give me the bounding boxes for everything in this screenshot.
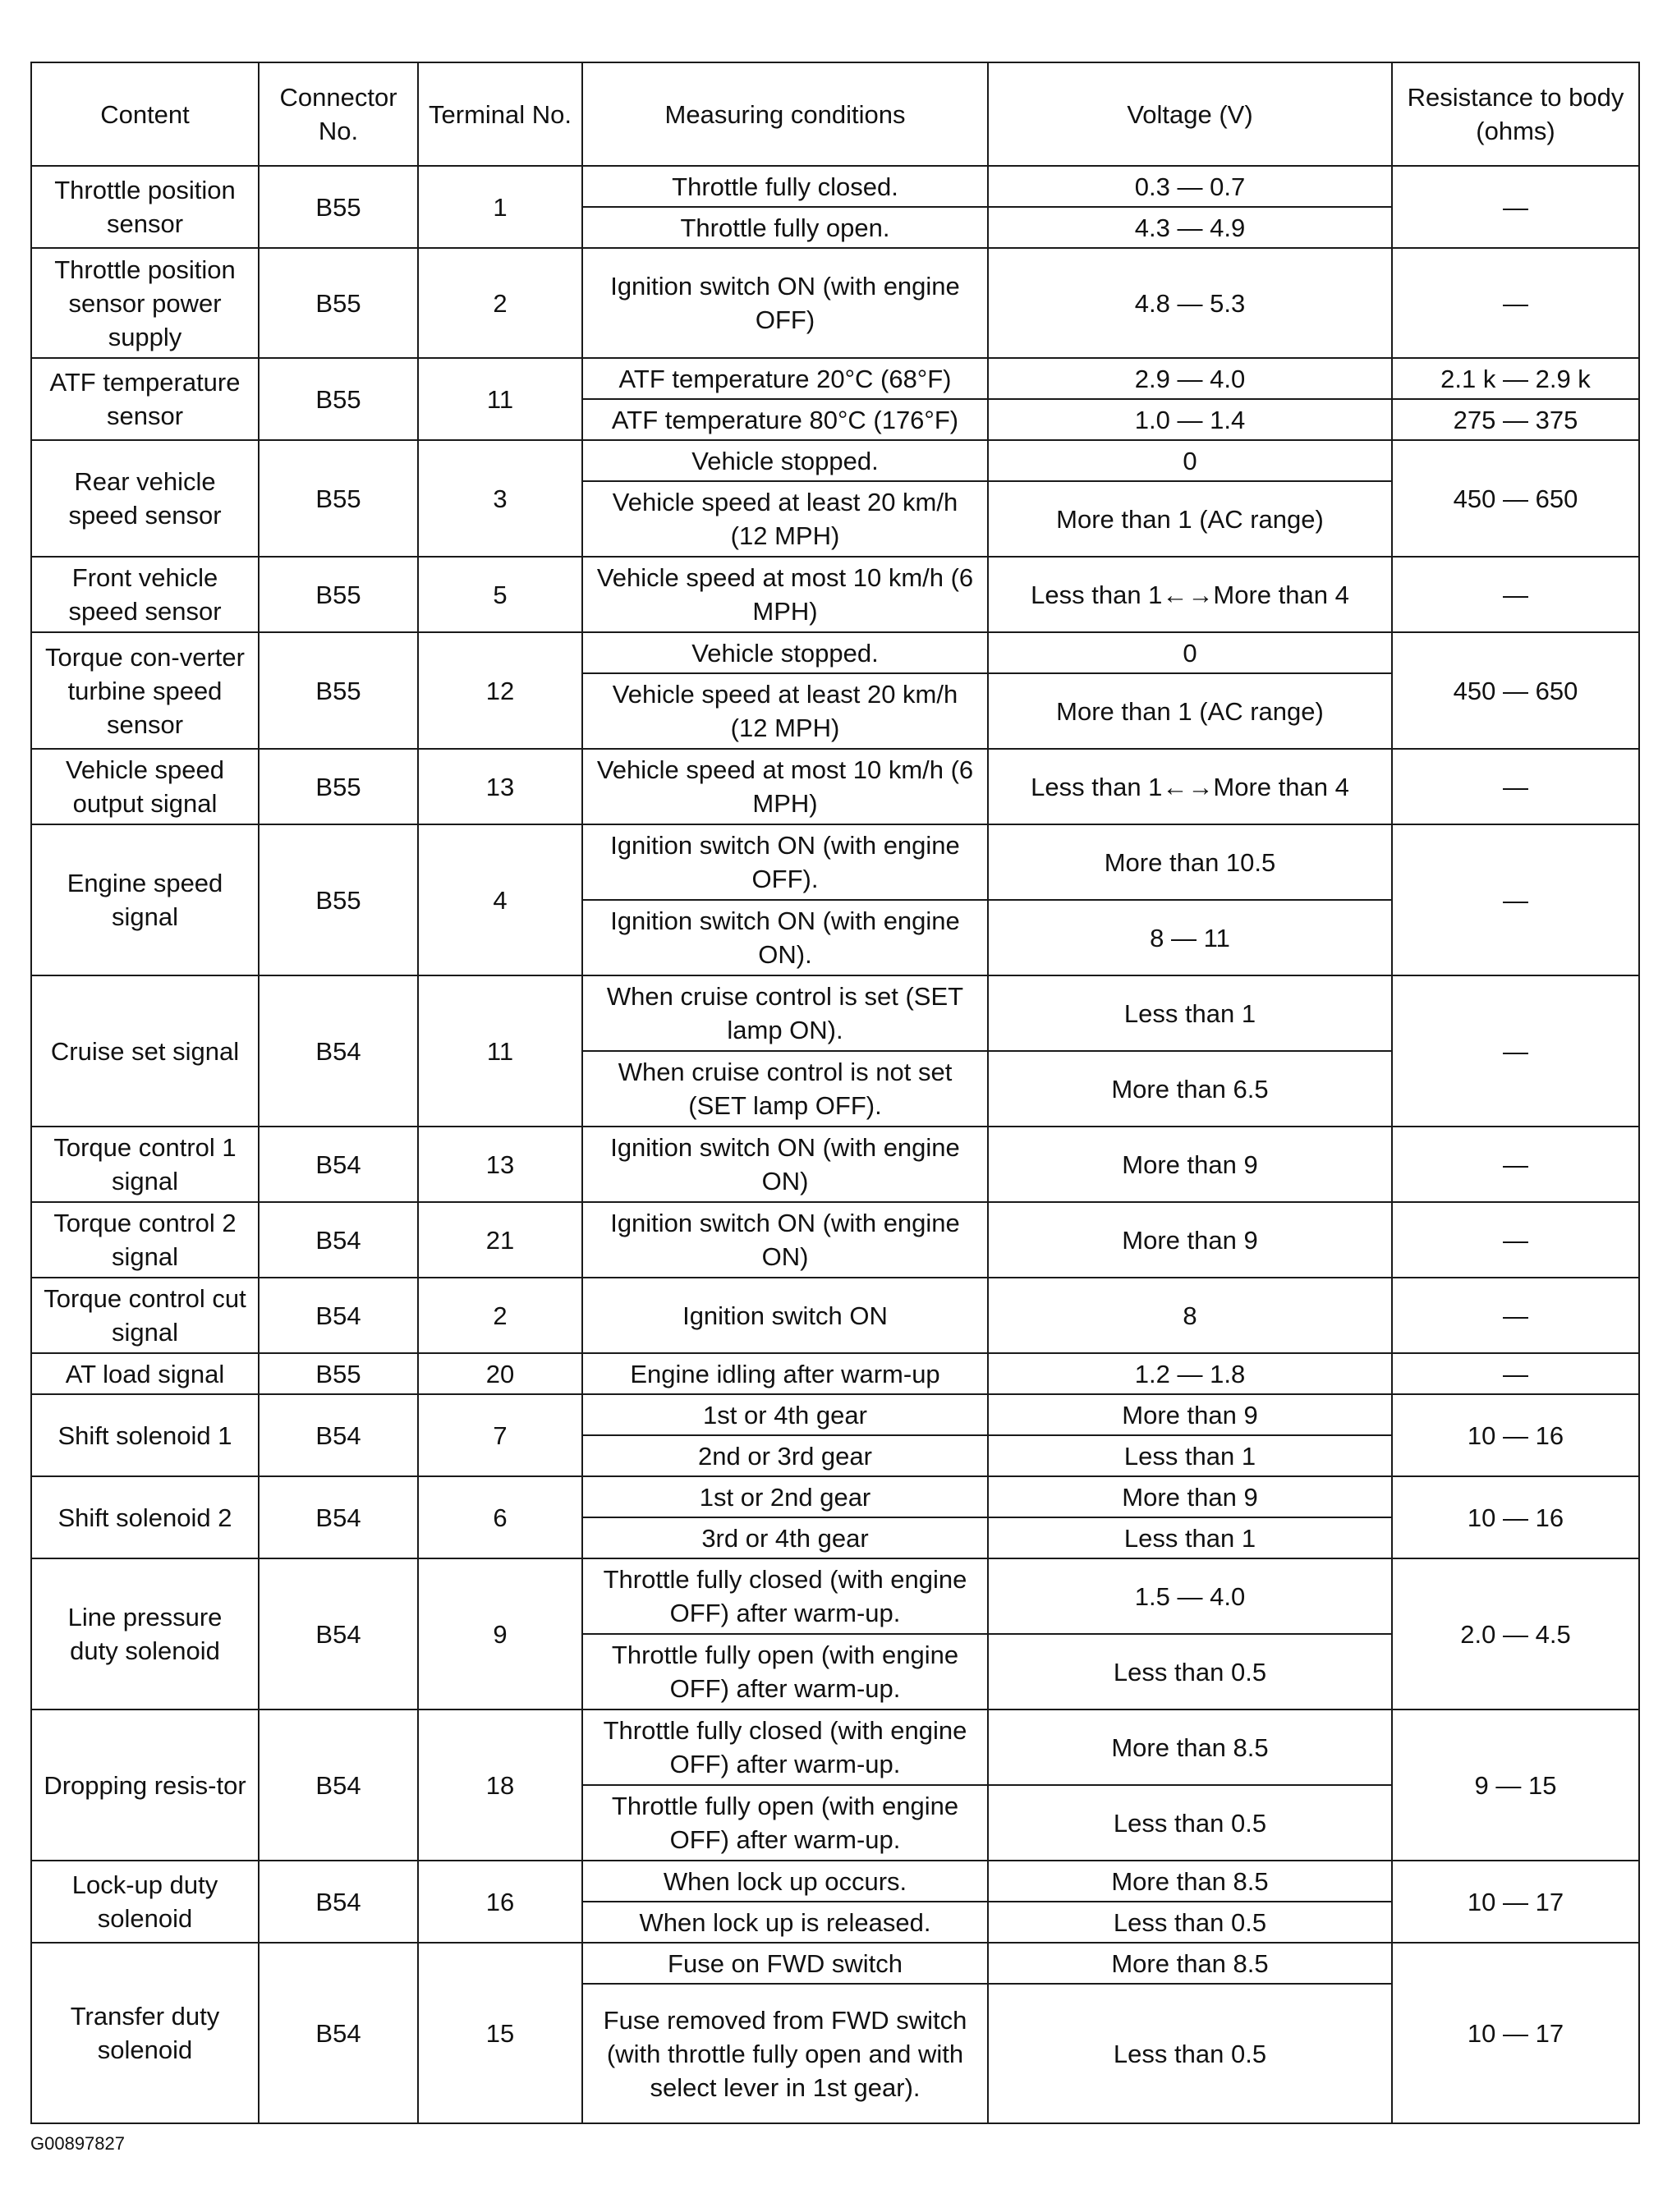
voltage-cell: Less than 1	[988, 1435, 1392, 1476]
voltage-cell: 8	[988, 1278, 1392, 1353]
header-conditions: Measuring conditions	[582, 62, 988, 166]
connector-cell: B55	[259, 749, 418, 824]
terminal-cell: 1	[418, 166, 582, 248]
table-row	[31, 358, 1639, 399]
terminal-cell: 13	[418, 749, 582, 824]
resistance-cell: 275 — 375	[1392, 399, 1639, 440]
terminal-cell: 11	[418, 975, 582, 1127]
connector-cell: B54	[259, 1476, 418, 1558]
voltage-cell: 0.3 — 0.7	[988, 166, 1392, 207]
connector-cell: B54	[259, 1394, 418, 1476]
terminal-cell: 7	[418, 1394, 582, 1476]
connector-cell: B54	[259, 1943, 418, 2123]
content-cell: Front vehicle speed sensor	[31, 557, 259, 632]
voltage-cell: More than 6.5	[988, 1051, 1392, 1127]
voltage-cell: 4.8 — 5.3	[988, 248, 1392, 358]
voltage-cell: More than 10.5	[988, 824, 1392, 900]
table-row	[31, 1558, 1639, 1634]
terminal-cell: 3	[418, 440, 582, 557]
voltage-cell: More than 9	[988, 1127, 1392, 1202]
terminal-cell: 15	[418, 1943, 582, 2123]
content-cell: Transfer duty solenoid	[31, 1943, 259, 2123]
content-cell: Shift solenoid 1	[31, 1394, 259, 1476]
voltage-cell: Less than 1←→More than 4	[988, 749, 1392, 824]
table-row	[31, 166, 1639, 207]
condition-cell: Vehicle speed at most 10 km/h (6 MPH)	[582, 557, 988, 632]
content-cell: Torque control 1 signal	[31, 1127, 259, 1202]
content-cell: Torque con-verter turbine speed sensor	[31, 632, 259, 749]
connector-cell: B55	[259, 440, 418, 557]
condition-cell: Vehicle speed at least 20 km/h (12 MPH)	[582, 673, 988, 749]
condition-cell: When lock up occurs.	[582, 1861, 988, 1902]
table-row	[31, 248, 1639, 358]
voltage-cell: More than 9	[988, 1394, 1392, 1435]
condition-cell: Fuse removed from FWD switch (with throttle fully open and with select lever in 1st gear).	[582, 1984, 988, 2123]
resistance-cell: 10 — 17	[1392, 1943, 1639, 2123]
resistance-cell: 9 — 15	[1392, 1709, 1639, 1861]
document-id: G00897827	[30, 2133, 125, 2154]
resistance-cell: —	[1392, 1127, 1639, 1202]
condition-cell: Vehicle stopped.	[582, 632, 988, 673]
connector-cell: B55	[259, 824, 418, 975]
content-cell: AT load signal	[31, 1353, 259, 1394]
connector-cell: B54	[259, 1558, 418, 1709]
condition-cell: Throttle fully closed (with engine OFF) after warm-up.	[582, 1558, 988, 1634]
terminal-cell: 13	[418, 1127, 582, 1202]
resistance-cell: 10 — 16	[1392, 1394, 1639, 1476]
content-cell: ATF temperature sensor	[31, 358, 259, 440]
condition-cell: ATF temperature 80°C (176°F)	[582, 399, 988, 440]
table-row	[31, 1394, 1639, 1435]
voltage-cell: More than 9	[988, 1476, 1392, 1517]
content-cell: Cruise set signal	[31, 975, 259, 1127]
resistance-cell: 450 — 650	[1392, 632, 1639, 749]
condition-cell: When lock up is released.	[582, 1902, 988, 1943]
resistance-cell: —	[1392, 1202, 1639, 1278]
resistance-cell: 450 — 650	[1392, 440, 1639, 557]
condition-cell: Ignition switch ON	[582, 1278, 988, 1353]
table-row	[31, 1127, 1639, 1202]
table-row	[31, 749, 1639, 824]
voltage-cell: Less than 1	[988, 1517, 1392, 1558]
voltage-cell: 1.5 — 4.0	[988, 1558, 1392, 1634]
condition-cell: Vehicle speed at least 20 km/h (12 MPH)	[582, 481, 988, 557]
condition-cell: 1st or 2nd gear	[582, 1476, 988, 1517]
voltage-cell: Less than 0.5	[988, 1984, 1392, 2123]
content-cell: Torque control 2 signal	[31, 1202, 259, 1278]
table-row	[31, 1709, 1639, 1785]
voltage-cell: More than 8.5	[988, 1943, 1392, 1984]
resistance-cell: —	[1392, 749, 1639, 824]
voltage-cell: 1.2 — 1.8	[988, 1353, 1392, 1394]
resistance-cell: —	[1392, 557, 1639, 632]
condition-cell: Throttle fully open.	[582, 207, 988, 248]
terminal-cell: 16	[418, 1861, 582, 1943]
connector-cell: B55	[259, 1353, 418, 1394]
connector-cell: B55	[259, 557, 418, 632]
condition-cell: 3rd or 4th gear	[582, 1517, 988, 1558]
terminal-cell: 5	[418, 557, 582, 632]
table-row	[31, 1353, 1639, 1394]
voltage-cell: More than 1 (AC range)	[988, 481, 1392, 557]
table-row	[31, 1861, 1639, 1902]
terminal-cell: 11	[418, 358, 582, 440]
condition-cell: When cruise control is not set (SET lamp OFF).	[582, 1051, 988, 1127]
terminal-cell: 2	[418, 1278, 582, 1353]
resistance-cell: 2.0 — 4.5	[1392, 1558, 1639, 1709]
resistance-cell: —	[1392, 1353, 1639, 1394]
condition-cell: Throttle fully closed.	[582, 166, 988, 207]
voltage-cell: Less than 0.5	[988, 1902, 1392, 1943]
header-resistance: Resistance to body (ohms)	[1392, 62, 1639, 166]
header-row	[31, 62, 1639, 166]
content-cell: Vehicle speed output signal	[31, 749, 259, 824]
terminal-cell: 21	[418, 1202, 582, 1278]
resistance-cell: —	[1392, 975, 1639, 1127]
terminal-cell: 9	[418, 1558, 582, 1709]
voltage-cell: 1.0 — 1.4	[988, 399, 1392, 440]
connector-cell: B55	[259, 358, 418, 440]
resistance-cell: —	[1392, 1278, 1639, 1353]
terminal-cell: 2	[418, 248, 582, 358]
condition-cell: Vehicle stopped.	[582, 440, 988, 481]
voltage-cell: Less than 0.5	[988, 1634, 1392, 1709]
content-cell: Torque control cut signal	[31, 1278, 259, 1353]
condition-cell: Ignition switch ON (with engine OFF)	[582, 248, 988, 358]
voltage-cell: 2.9 — 4.0	[988, 358, 1392, 399]
condition-cell: 1st or 4th gear	[582, 1394, 988, 1435]
condition-cell: Ignition switch ON (with engine OFF).	[582, 824, 988, 900]
condition-cell: Ignition switch ON (with engine ON)	[582, 1127, 988, 1202]
table-row	[31, 975, 1639, 1051]
terminal-cell: 12	[418, 632, 582, 749]
terminal-cell: 18	[418, 1709, 582, 1861]
voltage-cell: 0	[988, 632, 1392, 673]
header-connector: Connector No.	[259, 62, 418, 166]
table-row	[31, 824, 1639, 900]
content-cell: Line pressure duty solenoid	[31, 1558, 259, 1709]
terminal-cell: 4	[418, 824, 582, 975]
table-row	[31, 1943, 1639, 1984]
voltage-cell: More than 8.5	[988, 1861, 1392, 1902]
condition-cell: Throttle fully open (with engine OFF) after warm-up.	[582, 1785, 988, 1861]
connector-cell: B54	[259, 1202, 418, 1278]
content-cell: Lock-up duty solenoid	[31, 1861, 259, 1943]
resistance-cell: 2.1 k — 2.9 k	[1392, 358, 1639, 399]
condition-cell: Throttle fully closed (with engine OFF) after warm-up.	[582, 1709, 988, 1785]
terminal-cell: 6	[418, 1476, 582, 1558]
condition-cell: Fuse on FWD switch	[582, 1943, 988, 1984]
header-voltage: Voltage (V)	[988, 62, 1392, 166]
voltage-cell: 0	[988, 440, 1392, 481]
connector-cell: B54	[259, 975, 418, 1127]
resistance-cell: —	[1392, 166, 1639, 248]
resistance-cell: 10 — 17	[1392, 1861, 1639, 1943]
content-cell: Throttle position sensor	[31, 166, 259, 248]
resistance-cell: 10 — 16	[1392, 1476, 1639, 1558]
condition-cell: Ignition switch ON (with engine ON)	[582, 1202, 988, 1278]
content-cell: Throttle position sensor power supply	[31, 248, 259, 358]
voltage-cell: 4.3 — 4.9	[988, 207, 1392, 248]
condition-cell: When cruise control is set (SET lamp ON).	[582, 975, 988, 1051]
voltage-cell: Less than 1	[988, 975, 1392, 1051]
connector-cell: B54	[259, 1127, 418, 1202]
header-terminal: Terminal No.	[418, 62, 582, 166]
table-row	[31, 1202, 1639, 1278]
terminal-cell: 20	[418, 1353, 582, 1394]
voltage-cell: 8 — 11	[988, 900, 1392, 975]
table-body	[31, 166, 1639, 2123]
condition-cell: Engine idling after warm-up	[582, 1353, 988, 1394]
content-cell: Engine speed signal	[31, 824, 259, 975]
condition-cell: ATF temperature 20°C (68°F)	[582, 358, 988, 399]
connector-cell: B54	[259, 1709, 418, 1861]
content-cell: Dropping resis-tor	[31, 1709, 259, 1861]
table-row	[31, 632, 1639, 673]
connector-cell: B55	[259, 166, 418, 248]
voltage-cell: More than 9	[988, 1202, 1392, 1278]
voltage-cell: Less than 1←→More than 4	[988, 557, 1392, 632]
connector-cell: B54	[259, 1861, 418, 1943]
connector-cell: B55	[259, 632, 418, 749]
condition-cell: Throttle fully open (with engine OFF) after warm-up.	[582, 1634, 988, 1709]
specification-table	[30, 62, 1640, 2124]
condition-cell: Vehicle speed at most 10 km/h (6 MPH)	[582, 749, 988, 824]
table-row	[31, 1278, 1639, 1353]
content-cell: Rear vehicle speed sensor	[31, 440, 259, 557]
voltage-cell: Less than 0.5	[988, 1785, 1392, 1861]
header-content: Content	[31, 62, 259, 166]
voltage-cell: More than 8.5	[988, 1709, 1392, 1785]
table-row	[31, 557, 1639, 632]
content-cell: Shift solenoid 2	[31, 1476, 259, 1558]
table-row	[31, 440, 1639, 481]
table-row	[31, 1476, 1639, 1517]
resistance-cell: —	[1392, 824, 1639, 975]
connector-cell: B54	[259, 1278, 418, 1353]
condition-cell: Ignition switch ON (with engine ON).	[582, 900, 988, 975]
voltage-cell: More than 1 (AC range)	[988, 673, 1392, 749]
condition-cell: 2nd or 3rd gear	[582, 1435, 988, 1476]
connector-cell: B55	[259, 248, 418, 358]
resistance-cell: —	[1392, 248, 1639, 358]
